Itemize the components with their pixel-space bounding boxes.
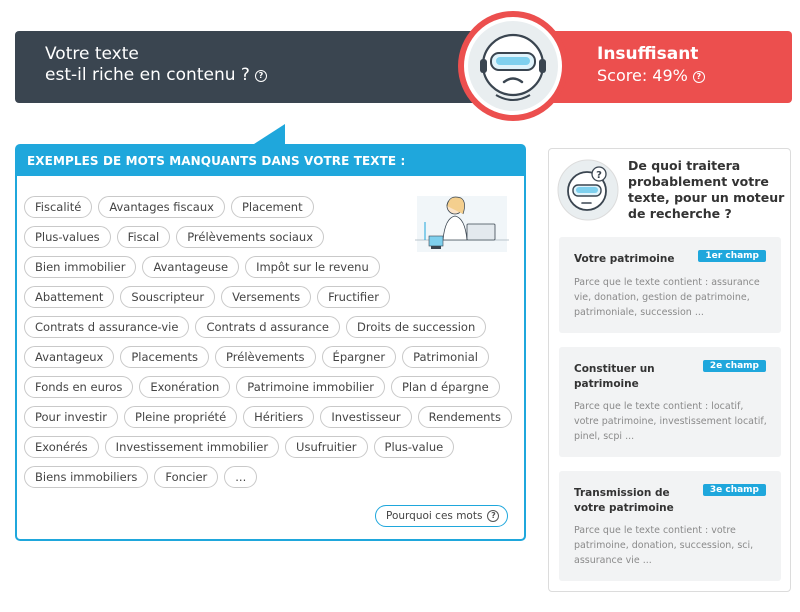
- topic-card-2: [559, 347, 781, 457]
- word-tag[interactable]: Versements: [221, 286, 311, 308]
- tag-row: [24, 256, 414, 278]
- missing-words-panel: [15, 144, 526, 541]
- topic-reason: Parce que le texte contient : votre patrimoine, donation, succession, sci, assurance vie ...: [574, 525, 754, 566]
- word-tag[interactable]: Contrats d assurance: [195, 316, 340, 338]
- help-icon[interactable]: ?: [255, 70, 267, 82]
- thinking-robot-icon: [557, 159, 619, 221]
- word-tag[interactable]: Fiscal: [117, 226, 171, 248]
- word-tag[interactable]: Pleine propriété: [124, 406, 237, 428]
- panel-pointer: [251, 124, 287, 146]
- word-tag[interactable]: Impôt sur le revenu: [245, 256, 380, 278]
- word-tag[interactable]: Plan d épargne: [391, 376, 500, 398]
- word-tag[interactable]: Investisseur: [320, 406, 411, 428]
- topic-card-1: [559, 237, 781, 333]
- tag-row: [24, 466, 414, 488]
- word-tag[interactable]: Fonds en euros: [24, 376, 133, 398]
- svg-text:?: ?: [596, 170, 602, 181]
- word-tag[interactable]: Biens immobiliers: [24, 466, 148, 488]
- word-tag[interactable]: Plus-values: [24, 226, 111, 248]
- tag-row: [24, 196, 414, 218]
- word-tag[interactable]: Foncier: [154, 466, 218, 488]
- word-tag[interactable]: Droits de succession: [346, 316, 486, 338]
- topics-title: De quoi traitera probablement votre texte, pour un moteur de recherche ?: [628, 158, 785, 221]
- word-tag[interactable]: Souscripteur: [120, 286, 215, 308]
- score-value: Score: 49%: [597, 66, 688, 85]
- word-tag[interactable]: Bien immobilier: [24, 256, 136, 278]
- tag-row: [24, 436, 444, 458]
- word-tag[interactable]: Placement: [231, 196, 314, 218]
- tag-row: [24, 346, 478, 368]
- topic-title: Votre patrimoine: [574, 253, 675, 265]
- word-tag[interactable]: Prélèvements sociaux: [176, 226, 324, 248]
- word-tag[interactable]: Héritiers: [243, 406, 314, 428]
- sad-robot-icon: [458, 11, 568, 121]
- word-tag[interactable]: Fructifier: [317, 286, 390, 308]
- word-tag[interactable]: Patrimoine immobilier: [236, 376, 385, 398]
- word-tag[interactable]: Avantageux: [24, 346, 114, 368]
- word-tag[interactable]: Pour investir: [24, 406, 118, 428]
- why-these-words-button[interactable]: [375, 505, 508, 527]
- woman-laptop-illustration: [411, 192, 511, 264]
- missing-words-title: EXEMPLES DE MOTS MANQUANTS DANS VOTRE TEXTE :: [17, 146, 524, 176]
- help-icon: ?: [487, 510, 499, 522]
- tag-row: [24, 376, 489, 398]
- tag-row: [24, 286, 414, 308]
- word-tag[interactable]: Avantageuse: [142, 256, 239, 278]
- word-tag[interactable]: Exonérés: [24, 436, 99, 458]
- help-icon[interactable]: ?: [693, 71, 705, 83]
- score-banner-question: [15, 31, 505, 103]
- word-tag[interactable]: Épargner: [322, 346, 397, 368]
- topics-panel: [548, 148, 791, 592]
- more-words-tag[interactable]: ...: [224, 466, 257, 488]
- word-tag[interactable]: Investissement immobilier: [105, 436, 279, 458]
- tag-row: [24, 316, 476, 338]
- rank-badge: 2e champ: [703, 360, 766, 372]
- question-line-2: est-il riche en contenu ?: [45, 65, 250, 85]
- tag-row: [24, 406, 501, 428]
- word-tag[interactable]: Avantages fiscaux: [98, 196, 225, 218]
- word-tag[interactable]: Plus-value: [374, 436, 455, 458]
- word-tag[interactable]: Exonération: [139, 376, 230, 398]
- rank-badge: 3e champ: [703, 484, 766, 496]
- word-tag[interactable]: Patrimonial: [402, 346, 489, 368]
- topic-title: Transmission de votre patrimoine: [574, 487, 674, 514]
- word-tag[interactable]: Usufruitier: [285, 436, 367, 458]
- word-tag[interactable]: Prélèvements: [215, 346, 316, 368]
- rank-badge: 1er champ: [698, 250, 766, 262]
- verdict-label: Insuffisant: [597, 44, 699, 64]
- topic-reason: Parce que le texte contient : locatif, votre patrimoine, investissement locatif, pinel, scpi ...: [574, 401, 767, 442]
- word-tag[interactable]: Abattement: [24, 286, 114, 308]
- word-tag[interactable]: Contrats d assurance-vie: [24, 316, 189, 338]
- topic-card-3: [559, 471, 781, 581]
- topic-reason: Parce que le texte contient : assurance vie, donation, gestion de patrimoine, patrimoniale, succession ...: [574, 277, 760, 318]
- why-these-words-label: Pourquoi ces mots: [386, 510, 483, 522]
- topic-title: Constituer un patrimoine: [574, 363, 655, 390]
- tag-row: [24, 226, 414, 248]
- word-tag[interactable]: Rendements: [418, 406, 512, 428]
- question-line-1: Votre texte: [45, 44, 139, 64]
- word-tag[interactable]: Placements: [120, 346, 209, 368]
- missing-words-list: [24, 196, 501, 496]
- word-tag[interactable]: Fiscalité: [24, 196, 92, 218]
